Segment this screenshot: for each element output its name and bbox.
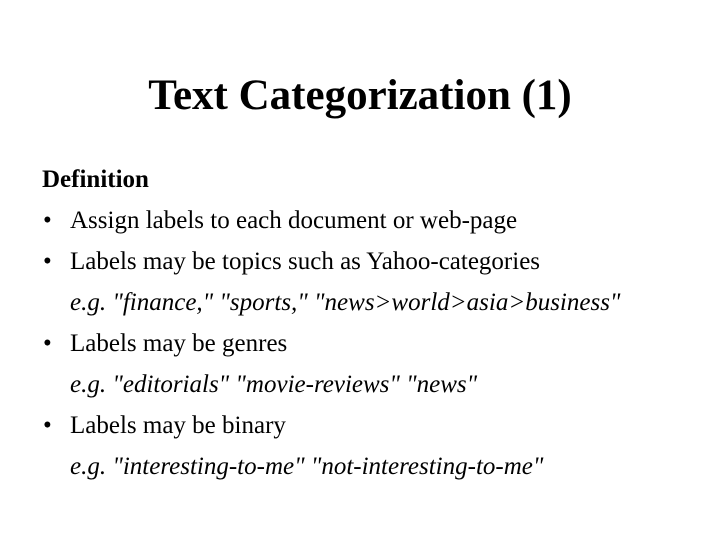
bullet-line <box>42 200 712 241</box>
bullet-item <box>42 241 712 323</box>
slide-title: Text Categorization (1) <box>148 72 572 119</box>
bullet-line <box>42 241 712 282</box>
bullet-item <box>42 405 712 487</box>
bullet-example: e.g. "interesting-to-me" "not-interesting-to-me" <box>70 453 544 480</box>
bullet-text: Labels may be genres <box>70 330 288 357</box>
bullet-item <box>42 200 712 241</box>
bullet-icon: • <box>43 412 52 439</box>
bullet-line <box>42 405 712 446</box>
bullet-line <box>42 323 712 364</box>
bullet-example: e.g. "finance," "sports," "news>world>asia>business" <box>70 289 621 316</box>
bullet-text: Assign labels to each document or web-page <box>70 207 518 234</box>
bullet-example: e.g. "editorials" "movie-reviews" "news" <box>70 371 478 398</box>
bullet-text: Labels may be topics such as Yahoo-categories <box>70 248 541 275</box>
bullet-icon: • <box>43 330 52 357</box>
bullet-text: Labels may be binary <box>70 412 286 439</box>
bullet-icon: • <box>43 248 52 275</box>
section-heading: Definition <box>42 166 149 193</box>
bullet-item <box>42 323 712 405</box>
slide-body <box>42 160 712 487</box>
bullet-icon: • <box>43 207 52 234</box>
